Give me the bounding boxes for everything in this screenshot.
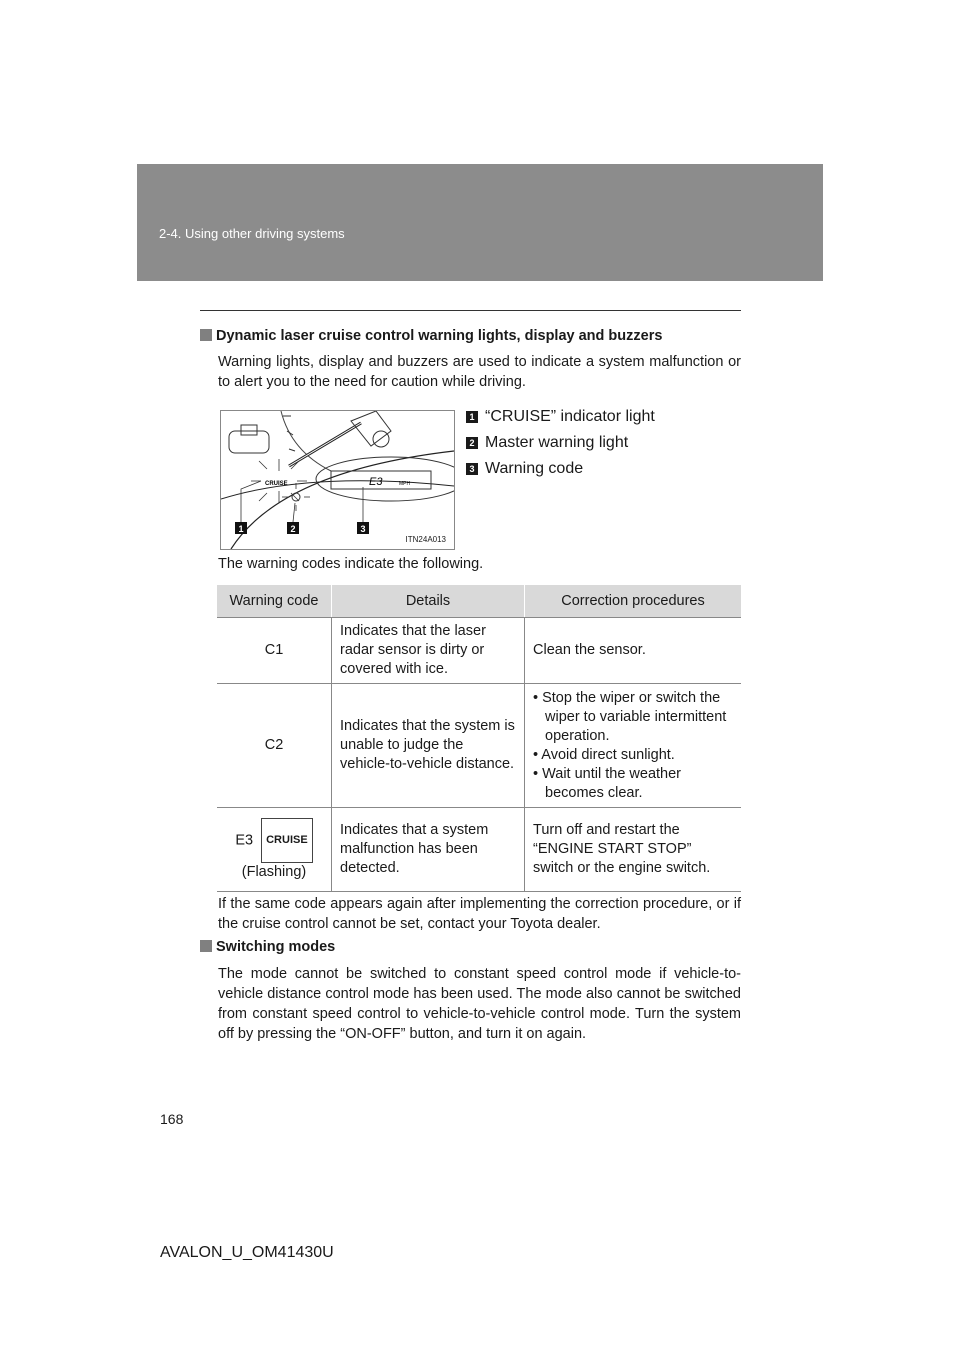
table-row [217,808,741,892]
warning-intro: Warning lights, display and buzzers are used to indicate a system malfunction or to alert you to the need for caution while driving. [218,354,741,390]
instrument-cluster-figure [220,410,455,550]
page-number: 168 [160,1111,184,1127]
column-header: Details [332,585,525,618]
correction-cell: • Stop the wiper or switch the wiper to variable intermittent operation. • Avoid direct sunlight. • Wait until the weather becomes clear. [525,684,742,808]
table-header-row [217,585,741,618]
figure-display-code: E3 [369,476,383,488]
details-cell: Indicates that the laser radar sensor is dirty or covered with ice. [332,618,525,684]
page-header-band [137,164,823,281]
callout-number: 1 [466,411,478,423]
figure-legend [466,404,655,482]
callout-2-label: 2 [290,524,296,534]
switching-modes-heading: Switching modes [200,939,335,955]
figure-display-unit: MPH [399,481,411,487]
warning-code-cell: C2 [217,684,332,808]
column-header: Correction procedures [525,585,742,618]
correction-cell: Turn off and restart the “ENGINE START STOP” switch or the engine switch. [525,808,742,892]
warning-codes-table [217,585,741,892]
legend-item: 3 Warning code [466,456,655,482]
callout-1-label: 1 [238,524,244,534]
square-bullet-icon [200,940,212,952]
details-cell: Indicates that the system is unable to judge the vehicle-to-vehicle distance. [332,684,525,808]
square-bullet-icon [200,329,212,341]
table-row [217,618,741,684]
legend-item: 2 Master warning light [466,430,655,456]
after-table-note: If the same code appears again after implementing the correction procedure, or if the cruise control cannot be set, contact your Toyota dealer. [218,896,741,932]
figure-cruise-label: CRUISE [265,481,288,487]
document-code: AVALON_U_OM41430U [160,1244,334,1261]
correction-cell: Clean the sensor. [525,618,742,684]
switching-modes-text: The mode cannot be switched to constant speed control mode if vehicle-to-vehicle distance control mode has been used. The mode also cannot be switched from constant speed control to vehicle-to-vehicle control mode. Turn the system off by pressing the “ON-OFF” button, and turn it on again. [218,966,741,1042]
callout-number: 3 [466,463,478,475]
table-row [217,684,741,808]
details-cell: Indicates that a system malfunction has been detected. [332,808,525,892]
warning-code-cell: C1 [217,618,332,684]
table-intro: The warning codes indicate the following. [218,556,484,572]
warning-section-heading: Dynamic laser cruise control warning lights, display and buzzers [200,328,662,344]
cluster-illustration [221,411,454,549]
flashing-note: (Flashing) [241,863,307,880]
legend-item: 1 “CRUISE” indicator light [466,404,655,430]
cruise-indicator-icon: CRUISE [261,818,313,863]
callout-3-label: 3 [360,524,366,534]
top-divider [200,310,741,311]
callout-number: 2 [466,437,478,449]
warning-code-cell: E3 CRUISE (Flashing) [217,808,332,892]
column-header: Warning code [217,585,332,618]
section-title: 2-4. Using other driving systems [159,226,345,241]
figure-code: ITN24A013 [405,535,446,544]
